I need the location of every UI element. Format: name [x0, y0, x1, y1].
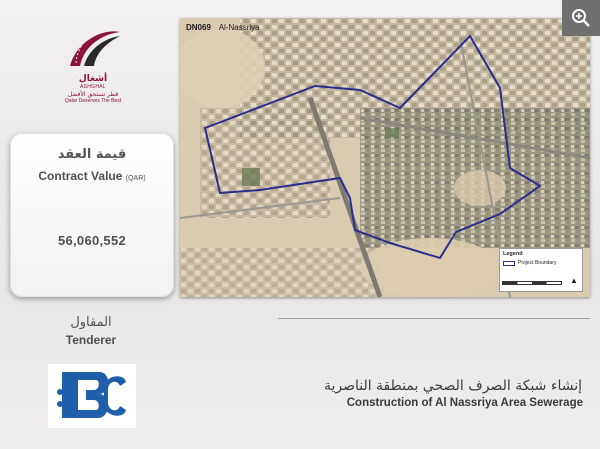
map-code: DN069 — [186, 23, 211, 32]
ashghal-logo — [48, 22, 138, 114]
project-title-en: Construction of Al Nassriya Area Sewerage — [346, 397, 583, 409]
logo-tagline-ar: قطر تستحق الأفضل — [67, 91, 119, 98]
tenderer-label-ar: المقاول — [70, 315, 112, 330]
contract-value-label-en — [10, 169, 174, 183]
road-swirl-icon — [62, 22, 124, 74]
project-map — [180, 18, 590, 297]
map-area-name: Al-Nassriya — [218, 23, 260, 32]
zoom-in-icon — [571, 8, 591, 28]
north-arrow-icon: ▲ — [570, 276, 578, 285]
project-title-ar: إنشاء شبكة الصرف الصحي بمنطقة الناصرية — [323, 378, 582, 394]
contract-amount: 56,060,552 — [57, 233, 127, 248]
zoom-in-button[interactable] — [562, 0, 600, 36]
contractor-logo — [48, 364, 136, 428]
legend-title: Legend — [503, 251, 523, 257]
logo-tagline-en: Qatar Deserves The Best — [64, 98, 122, 104]
scale-bar — [502, 281, 562, 285]
contract-value-card — [10, 133, 174, 297]
divider — [278, 318, 590, 319]
contract-value-label-ar: قيمة العقد — [57, 147, 127, 162]
tenderer-label-en: Tenderer — [65, 333, 117, 347]
legend-item-label: Project Boundary — [518, 260, 557, 266]
map-title — [186, 23, 260, 32]
boundary-swatch — [503, 261, 515, 266]
logo-name-ar: أشغال — [78, 74, 108, 84]
logo-name-en: ASHGHAL — [80, 84, 106, 90]
map-legend — [499, 248, 583, 292]
contract-value-label: Contract Value — [38, 169, 123, 183]
currency-unit: (QAR) — [125, 175, 146, 182]
legend-item — [503, 260, 579, 266]
